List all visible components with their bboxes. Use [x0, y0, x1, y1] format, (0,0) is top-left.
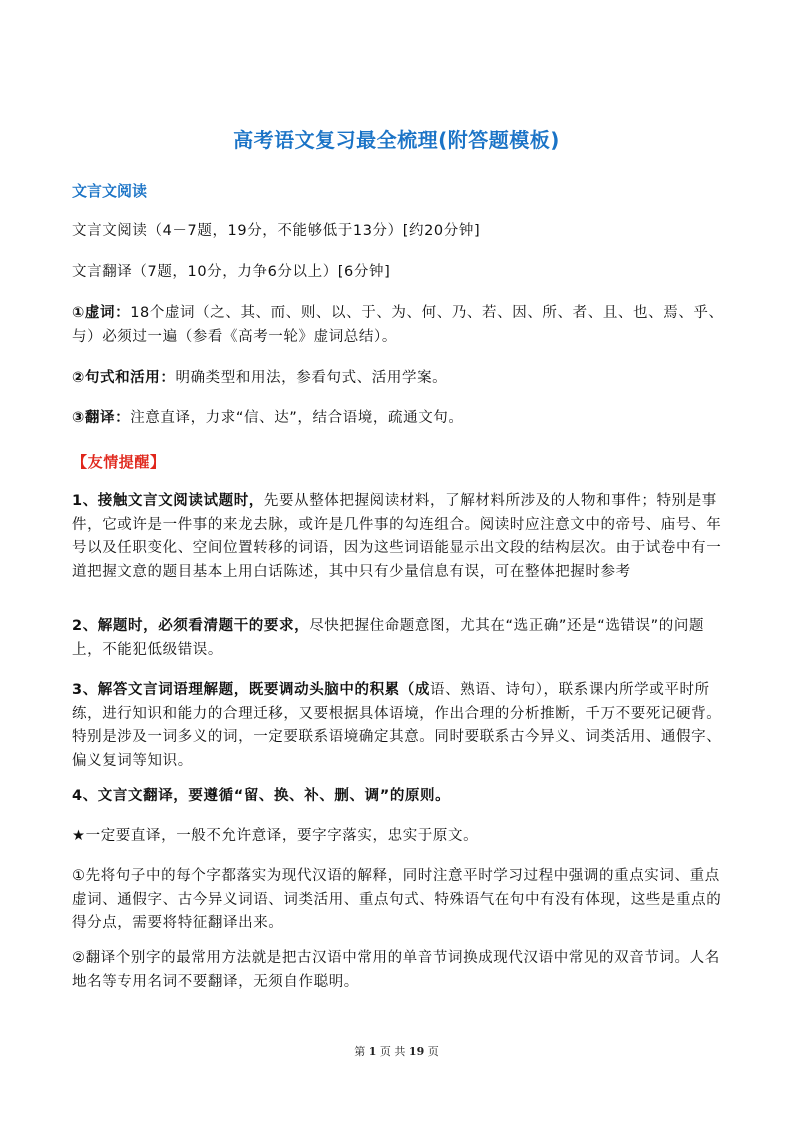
tip-paragraph-3: [72, 679, 724, 773]
footer-prefix: 第: [354, 1045, 366, 1058]
item-text: 18个虚词（之、其、而、则、以、于、为、何、乃、若、因、所、者、且、也、焉、乎、与）必须过一遍（参看《高考一轮》虚词总结）。: [72, 305, 724, 345]
tip-text: 尽快把握住命题意图，尤其在“选正确”还是“选错误”的问题上，不能犯低级错误。: [72, 618, 705, 658]
circle-paragraph-1: ①先将句子中的每个字都落实为现代汉语的解释，同时注意平时学习过程中强调的重点实词、重点虚词、通假字、古今异义词语、词类活用、重点句式、特殊语气在句中有没有体现，这些是重点的得分点，需要将特征翻译出来。: [72, 868, 722, 931]
tip-lead: 1、接触文言文阅读试题时，: [72, 493, 264, 509]
item-text: 明确类型和用法，参看句式、活用学案。: [175, 370, 448, 386]
tip-text: 语、熟语、诗句），联系课内所学或平时所练，进行知识和能力的合理迁移，又要根据具体语境，作出合理的分析推断，千万不要死记硬背。特别是涉及一词多义的词，一定要联系语境确定其意。同时要联系古今异义、词类活用、通假字、偏义复词等知识。: [72, 682, 722, 769]
tip-paragraph-1: [72, 490, 724, 584]
total-pages: 19: [408, 1045, 425, 1058]
section-heading: 文言文阅读: [72, 182, 148, 200]
tip-paragraph-2: [72, 615, 724, 662]
translation-info-line: 文言翻译（7题，10分，力争6分以上）[6分钟]: [72, 264, 391, 280]
tip-text: 先要从整体把握阅读材料，了解材料所涉及的人物和事件；特别是事件，它或许是一件事的来龙去脉，或许是几件事的勾连组合。阅读时应注意文中的帝号、庙号、年号以及任职变化、空间位置转移的词语，因为这些词语能显示出文段的结构层次。由于试卷中有一道把握文意的题目基本上用白话陈述，其中只有少量信息有误，可在整体把握时参考: [72, 493, 722, 580]
circle-paragraph-2: ②翻译个别字的最常用方法就是把古汉语中常用的单音节词换成现代汉语中常见的双音节词。人名地名等专用名词不要翻译，无须自作聪明。: [72, 950, 720, 990]
tip-lead: 2、解题时，必须看清题干的要求，: [72, 618, 310, 634]
footer-middle: 页 共: [379, 1045, 406, 1058]
item-function-words: [72, 302, 724, 349]
page-footer: [0, 1043, 793, 1059]
page-number: 1: [368, 1045, 377, 1058]
item-label: ②句式和活用：: [72, 370, 176, 386]
item-sentence-patterns: [72, 367, 724, 391]
item-label: ③翻译：: [72, 410, 131, 426]
reading-info-line: 文言文阅读（4－7题，19分，不能够低于13分）[约20分钟]: [72, 223, 481, 239]
reminder-heading: 【友情提醒】: [72, 453, 166, 471]
page-title: 高考语文复习最全梳理(附答题模板): [233, 128, 560, 152]
item-translation: [72, 407, 724, 431]
tip-lead: 3、解答文言词语理解题，既要调动头脑中的积累（成: [72, 682, 430, 698]
item-text: 注意直译，力求“信、达”，结合语境，疏通文句。: [130, 410, 464, 426]
star-line: ★一定要直译，一般不允许意译，要字字落实，忠实于原文。: [72, 828, 479, 844]
footer-suffix: 页: [427, 1045, 439, 1058]
tip-paragraph-4: 4、文言文翻译，要遵循“留、换、补、删、调”的原则。: [72, 788, 451, 804]
item-label: ①虚词：: [72, 305, 131, 321]
